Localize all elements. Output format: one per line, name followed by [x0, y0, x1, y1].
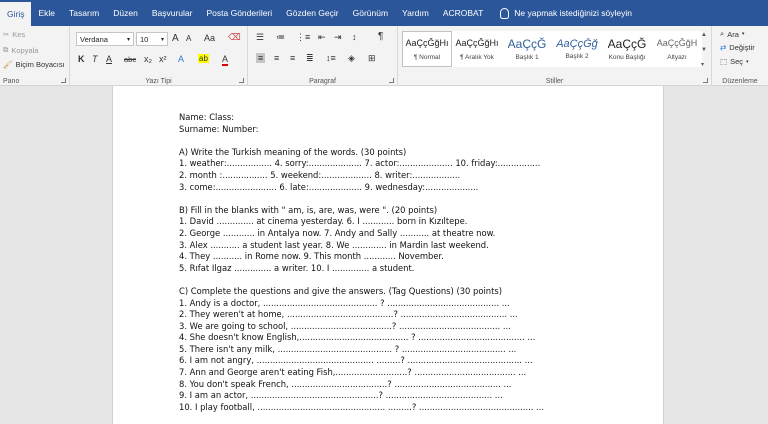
font-group-label: Yazı Tipi	[145, 78, 172, 85]
document-area	[0, 86, 768, 424]
styles-scroll[interactable]	[701, 32, 710, 68]
document-line: Name: Class:	[179, 112, 235, 122]
change-case-button[interactable]: Aa	[204, 33, 216, 43]
show-formatting-button[interactable]: ¶	[378, 31, 384, 42]
style-name: Altyazı	[667, 53, 687, 61]
style-title[interactable]	[602, 31, 652, 67]
justify-icon[interactable]: ≣	[306, 53, 314, 63]
paintbrush-icon: 🖌	[3, 60, 13, 69]
document-line: 3. Alex ........... a student last year. 8. We ............. in Mardin last weekend.	[179, 239, 489, 250]
document-line: 4. She doesn't know English,......................................... ? ........................................ ...	[179, 332, 536, 343]
align-right-icon[interactable]: ≡	[290, 53, 296, 63]
blank-line	[179, 274, 649, 286]
replace-button[interactable]	[720, 43, 755, 52]
format-painter-button[interactable]	[3, 60, 65, 69]
style-name: ¶ Aralık Yok	[460, 53, 494, 61]
font-group	[70, 26, 248, 86]
bold-button[interactable]: K	[78, 54, 85, 64]
document-body[interactable]	[179, 112, 649, 413]
style-subtitle[interactable]	[652, 31, 702, 67]
document-line: 1. Andy is a doctor, ........................................... ? .......................................... ...	[179, 297, 510, 308]
expand-gallery-icon[interactable]: ▾	[701, 62, 705, 68]
shading-icon[interactable]: ◈	[348, 53, 355, 63]
subscript-button[interactable]: x₂	[144, 54, 152, 64]
bullets-icon[interactable]: ☰	[256, 32, 265, 42]
editing-group-label: Düzenleme	[722, 78, 758, 85]
tab-review[interactable]: Gözden Geçir	[286, 8, 339, 18]
cursor-icon: ⬚	[720, 57, 728, 66]
document-line: 4. They ........... in Rome now. 9. This month ............ November.	[179, 251, 444, 262]
document-line: 2. They weren't at home, ........................................? ........................................ ...	[179, 309, 518, 320]
underline-button[interactable]: A	[106, 54, 113, 64]
chevron-up-icon[interactable]: ▲	[701, 32, 707, 38]
search-icon: ⌕	[720, 29, 725, 38]
style-preview: AaÇçĞğHı	[405, 37, 449, 48]
style-name: Başlık 2	[565, 53, 589, 60]
paragraph-group	[248, 26, 398, 86]
text-effects-button[interactable]: A	[178, 54, 185, 64]
paragraph-launcher-icon[interactable]	[389, 78, 394, 83]
scissors-icon: ✂	[3, 30, 10, 39]
document-line: 3. We are going to school, ......................................? ...................................... ...	[179, 320, 511, 331]
lightbulb-icon	[500, 8, 509, 19]
chevron-down-icon[interactable]: ▼	[701, 46, 707, 53]
borders-icon[interactable]: ⊞	[368, 53, 376, 63]
italic-button[interactable]: T	[92, 54, 98, 64]
clipboard-group-label: Pano	[3, 78, 20, 85]
numbering-icon[interactable]: ≔	[276, 32, 285, 42]
align-left-icon[interactable]: ≡	[258, 53, 264, 63]
editing-group	[712, 26, 768, 86]
styles-group	[398, 26, 712, 86]
document-line: 7. Ann and George aren't eating Fish,...........................? ...................................... ...	[179, 367, 527, 378]
document-line: 1. David .............. at cinema yesterday. 6. I ............ born in Kızıltepe.	[179, 216, 468, 227]
style-preview: AaÇçĞğHı	[455, 37, 499, 48]
blank-line	[179, 135, 649, 147]
document-line: 8. You don't speak French, ....................................? ........................................ ...	[179, 378, 512, 389]
font-launcher-icon[interactable]	[239, 78, 244, 83]
tell-me-search[interactable]	[490, 0, 632, 26]
cut-label: Kes	[12, 30, 26, 39]
style-preview: AaÇçĞğH	[656, 37, 698, 48]
strikethrough-button[interactable]: abc	[124, 55, 137, 64]
copy-button[interactable]	[3, 45, 38, 55]
copy-icon: ⧉	[3, 45, 9, 54]
paragraph-group-label: Paragraf	[309, 78, 336, 85]
find-button[interactable]	[720, 29, 744, 39]
chevron-down-icon: ▾	[126, 36, 130, 43]
style-preview: AaÇçĞ	[507, 37, 547, 51]
tab-insert[interactable]: Ekle	[38, 8, 56, 18]
document-line: B) Fill in the blanks with " am, is, are, was, were ". (20 points)	[179, 204, 438, 215]
tell-me-text: Ne yapmak istediğinizi söyleyin	[514, 8, 632, 18]
tab-mailings[interactable]: Posta Gönderileri	[206, 8, 273, 18]
cut-button[interactable]	[3, 30, 25, 39]
replace-label: Değiştir	[729, 43, 755, 52]
document-page[interactable]	[112, 86, 664, 424]
select-button[interactable]	[720, 57, 749, 66]
line-spacing-icon[interactable]: ↕≡	[326, 53, 336, 63]
document-line: 6. I am not angry, ............................................ .........? ........................................... ...	[179, 355, 533, 366]
document-line: Surname: Number:	[179, 123, 259, 134]
document-line: 1. weather:................. 4. sorry:.................... 7. actor:.................... 10. friday:................	[179, 158, 541, 169]
document-line: 9. I am an actor, ................................................? ........................................ ...	[179, 390, 503, 401]
sort-icon[interactable]: ↕	[352, 32, 357, 42]
styles-group-label: Stiller	[545, 78, 564, 85]
font-color-button[interactable]: A	[222, 54, 229, 64]
document-line: 3. come:....................... 6. late:.................... 9. wednesday:....................	[179, 181, 479, 192]
grow-font-button[interactable]: A	[172, 33, 179, 44]
clipboard-launcher-icon[interactable]	[61, 78, 66, 83]
document-line: 2. month :................. 5. weekend:................... 8. writer:..................	[179, 169, 461, 180]
tab-acrobat[interactable]: ACROBAT	[442, 8, 484, 18]
find-label: Ara	[727, 29, 739, 39]
font-name-select[interactable]	[76, 32, 134, 46]
copy-label: Kopyala	[11, 45, 39, 55]
font-name-value: Verdana	[80, 34, 108, 44]
document-line: 5. Rıfat Ilgaz .............. a writer. 10. I .............. a student.	[179, 262, 415, 273]
style-preview: AaÇçĞ	[607, 37, 647, 51]
chevron-down-icon: ▾	[160, 36, 164, 43]
style-preview: AaÇçĞğ	[556, 38, 598, 50]
tab-view[interactable]: Görünüm	[352, 8, 389, 18]
clear-formatting-icon[interactable]: ⌫	[228, 32, 241, 42]
tab-help[interactable]: Yardım	[402, 8, 429, 18]
chevron-down-icon: ▾	[741, 31, 745, 37]
document-line: C) Complete the questions and give the answers. (Tag Questions) (30 points)	[179, 285, 503, 296]
chevron-down-icon: ▾	[746, 58, 749, 65]
style-no-spacing[interactable]	[452, 31, 502, 67]
tab-references[interactable]: Başvurular	[151, 8, 193, 18]
font-size-select[interactable]	[136, 32, 168, 46]
font-size-value: 10	[140, 34, 149, 44]
style-name: Konu Başlığı	[608, 54, 646, 61]
style-name: ¶ Normal	[413, 53, 441, 61]
document-line: 10. I play football, ................................................ .........? ........................................... ...	[179, 401, 545, 412]
multilevel-list-icon[interactable]: ⋮≡	[296, 32, 311, 42]
blank-line	[179, 193, 649, 205]
styles-launcher-icon[interactable]	[703, 78, 708, 83]
ribbon	[0, 26, 768, 86]
document-line: 2. George ............ in Antalya now. 7. Andy and Sally ........... at theatre now.	[179, 227, 496, 238]
decrease-indent-icon[interactable]: ⇤	[318, 32, 326, 42]
replace-icon: ⇄	[720, 43, 727, 52]
select-label: Seç	[730, 57, 744, 66]
style-heading-2[interactable]	[552, 31, 602, 67]
increase-indent-icon[interactable]: ⇥	[334, 32, 342, 42]
style-name: Başlık 1	[515, 54, 539, 61]
clipboard-group	[0, 26, 70, 86]
format-painter-label: Biçim Boyacısı	[15, 60, 65, 69]
align-center-icon[interactable]: ≡	[274, 53, 280, 63]
highlight-button[interactable]: ab	[199, 54, 208, 63]
tab-layout[interactable]: Düzen	[113, 8, 138, 18]
document-line: 5. There isn't any milk, ........................................... ? ....................................... ...	[179, 343, 517, 354]
ribbon-tab-bar	[0, 0, 768, 26]
document-line: A) Write the Turkish meaning of the words. (30 points)	[179, 146, 407, 157]
style-normal[interactable]	[402, 31, 452, 67]
superscript-button[interactable]: x²	[159, 54, 167, 64]
tab-home[interactable]: Giriş	[0, 2, 31, 26]
style-heading-1[interactable]	[502, 31, 552, 67]
tab-design[interactable]: Tasarım	[69, 8, 100, 18]
shrink-font-button[interactable]: A	[186, 34, 192, 43]
